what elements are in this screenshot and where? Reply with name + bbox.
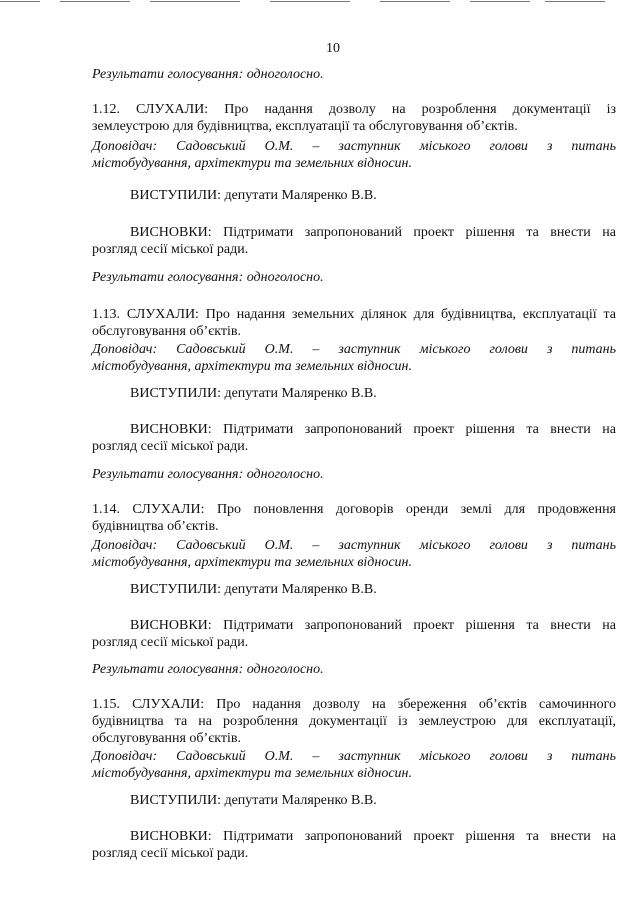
reporter-1-13: Доповідач: Садовський О.М. – заступник міського голови з питань містобудування, архітектури та земельних відносин. — [92, 342, 616, 374]
heard-1-12: 1.12. СЛУХАЛИ: Про надання дозволу на розроблення документації із землеустрою для будівництва, експлуатації та обслуговування об’єктів. — [92, 102, 616, 134]
scan-top-edge — [0, 0, 634, 4]
heard-1-14: 1.14. СЛУХАЛИ: Про поновлення договорів оренди землі для продовження будівництва об’єктів. — [92, 502, 616, 534]
vote-result: Результати голосування: одноголосно. — [92, 662, 324, 677]
vote-result: Результати голосування: одноголосно. — [92, 270, 324, 285]
spoke-1-15: ВИСТУПИЛИ: депутати Маляренко В.В. — [130, 793, 377, 808]
conclusion-1-13: ВИСНОВКИ: Підтримати запропонований проект рішення та внести на розгляд сесії міської ради. — [92, 422, 616, 454]
spoke-1-13: ВИСТУПИЛИ: депутати Маляренко В.В. — [130, 386, 377, 401]
conclusion-1-14: ВИСНОВКИ: Підтримати запропонований проект рішення та внести на розгляд сесії міської ради. — [92, 618, 616, 650]
spoke-1-12: ВИСТУПИЛИ: депутати Маляренко В.В. — [130, 188, 377, 203]
page-number: 10 — [326, 41, 340, 56]
heard-1-13: 1.13. СЛУХАЛИ: Про надання земельних ділянок для будівництва, експлуатації та обслуговування об’єктів. — [92, 307, 616, 339]
reporter-1-12: Доповідач: Садовський О.М. – заступник міського голови з питань містобудування, архітектури та земельних відносин. — [92, 139, 616, 171]
vote-result: Результати голосування: одноголосно. — [92, 467, 324, 482]
heard-1-15: 1.15. СЛУХАЛИ: Про надання дозволу на збереження об’єктів самочинного будівництва та на розроблення документації із землеустрою для експлуатації, обслуговування об’єктів. — [92, 697, 616, 746]
conclusion-1-15: ВИСНОВКИ: Підтримати запропонований проект рішення та внести на розгляд сесії міської ради. — [92, 829, 616, 861]
reporter-1-14: Доповідач: Садовський О.М. – заступник міського голови з питань містобудування, архітектури та земельних відносин. — [92, 538, 616, 570]
reporter-1-15: Доповідач: Садовський О.М. – заступник міського голови з питань містобудування, архітектури та земельних відносин. — [92, 749, 616, 781]
spoke-1-14: ВИСТУПИЛИ: депутати Маляренко В.В. — [130, 582, 377, 597]
vote-result: Результати голосування: одноголосно. — [92, 67, 324, 82]
conclusion-1-12: ВИСНОВКИ: Підтримати запропонований проект рішення та внести на розгляд сесії міської ради. — [92, 225, 616, 257]
